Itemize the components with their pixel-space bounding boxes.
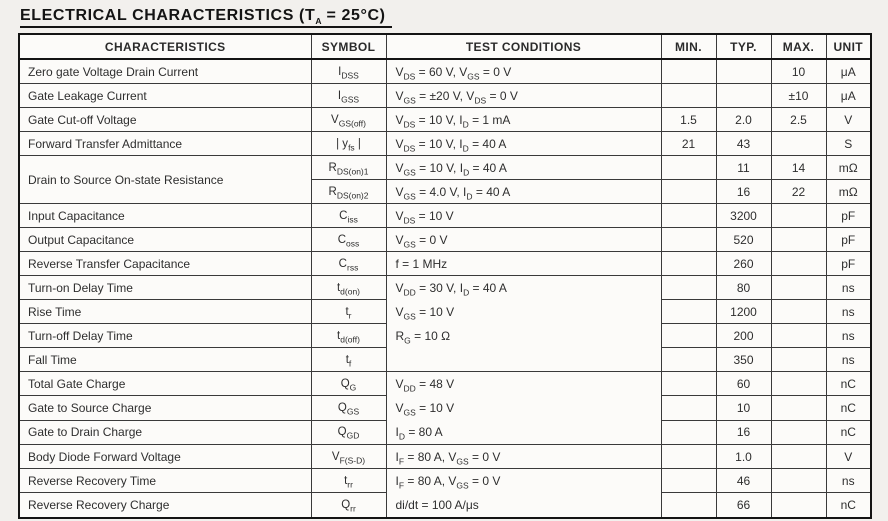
- test-condition-line: $V_{DD} = 48$ V: [395, 377, 455, 394]
- cell-max: [771, 420, 826, 444]
- cell-unit: μA: [826, 59, 871, 84]
- cell-characteristic: Fall Time: [19, 348, 311, 372]
- cell-min: [661, 348, 716, 372]
- cell-symbol: $C_{iss}$: [311, 204, 386, 228]
- col-header-symbol: SYMBOL: [311, 34, 386, 59]
- cell-test-conditions: $V_{DS} = 60$ V, $V_{GS} = 0$ V: [386, 59, 661, 84]
- cell-characteristic: Zero gate Voltage Drain Current: [19, 59, 311, 84]
- table-row-rdson1: [19, 156, 871, 180]
- cell-max: [771, 445, 826, 469]
- cell-max: ±10: [771, 84, 826, 108]
- cell-typ: [716, 59, 771, 84]
- cell-unit: nC: [826, 420, 871, 444]
- table-row-vfsd: [19, 445, 871, 469]
- table-row-igss: [19, 84, 871, 108]
- cell-test-conditions: $V_{DS} = 10$ V: [386, 204, 661, 228]
- cell-characteristic: Gate Leakage Current: [19, 84, 311, 108]
- cell-characteristic: Reverse Recovery Charge: [19, 493, 311, 518]
- cell-max: 14: [771, 156, 826, 180]
- table-row-trr: [19, 469, 871, 493]
- cell-typ: 1200: [716, 300, 771, 324]
- cell-unit: ns: [826, 324, 871, 348]
- col-header-unit: UNIT: [826, 34, 871, 59]
- cell-test-conditions: $V_{DS} = 10$ V, $I_D = 1$ mA: [386, 108, 661, 132]
- table-row-idss: [19, 59, 871, 84]
- cell-characteristic: Body Diode Forward Voltage: [19, 445, 311, 469]
- cell-min: 1.5: [661, 108, 716, 132]
- cell-typ: 520: [716, 228, 771, 252]
- cell-characteristic: Reverse Recovery Time: [19, 469, 311, 493]
- cell-symbol: $Q_{rr}$: [311, 493, 386, 518]
- cell-unit: V: [826, 108, 871, 132]
- cell-symbol: $t_{rr}$: [311, 469, 386, 493]
- cell-unit: nC: [826, 372, 871, 396]
- cell-typ: 60: [716, 372, 771, 396]
- cell-unit: pF: [826, 228, 871, 252]
- col-header-min: MIN.: [661, 34, 716, 59]
- col-header-typ: TYP.: [716, 34, 771, 59]
- cell-min: [661, 324, 716, 348]
- cell-min: 21: [661, 132, 716, 156]
- cell-unit: ns: [826, 276, 871, 300]
- cell-unit: μA: [826, 84, 871, 108]
- table-header-row: [19, 34, 871, 59]
- cell-unit: ns: [826, 300, 871, 324]
- cell-typ: 11: [716, 156, 771, 180]
- cell-max: [771, 300, 826, 324]
- cell-symbol: $I_{DSS}$: [311, 59, 386, 84]
- cell-max: [771, 372, 826, 396]
- cell-typ: 80: [716, 276, 771, 300]
- cell-symbol: | $y_{fs}$ |: [311, 132, 386, 156]
- cell-symbol: $C_{oss}$: [311, 228, 386, 252]
- cell-max: 22: [771, 180, 826, 204]
- cell-unit: nC: [826, 396, 871, 420]
- cell-min: [661, 59, 716, 84]
- cell-min: [661, 300, 716, 324]
- cell-typ: 2.0: [716, 108, 771, 132]
- cell-symbol: $R_{DS(on)1}$: [311, 156, 386, 180]
- cell-max: [771, 324, 826, 348]
- cell-min: [661, 228, 716, 252]
- cell-typ: 1.0: [716, 445, 771, 469]
- cell-max: [771, 348, 826, 372]
- cell-typ: 200: [716, 324, 771, 348]
- cell-max: [771, 396, 826, 420]
- cell-unit: pF: [826, 252, 871, 276]
- cell-symbol: $C_{rss}$: [311, 252, 386, 276]
- cell-symbol: $V_{GS(off)}$: [311, 108, 386, 132]
- cell-test-conditions: $V_{GS} = 4.0$ V, $I_D = 40$ A: [386, 180, 661, 204]
- cell-min: [661, 420, 716, 444]
- col-header-max: MAX.: [771, 34, 826, 59]
- cell-unit: ns: [826, 469, 871, 493]
- cell-unit: mΩ: [826, 180, 871, 204]
- table-row-crss: [19, 252, 871, 276]
- test-condition-line: $R_G = 10$ Ω: [395, 329, 451, 346]
- cell-unit: ns: [826, 348, 871, 372]
- table-row-qg: [19, 372, 871, 396]
- cell-test-conditions: $V_{GS} = 10$ V, $I_D = 40$ A: [386, 156, 661, 180]
- cell-typ: 46: [716, 469, 771, 493]
- test-condition-line: $I_F = 80$ A, $V_{GS} = 0$ V: [395, 474, 501, 491]
- cell-symbol: $t_r$: [311, 300, 386, 324]
- cell-test-conditions-recovery: [386, 469, 661, 519]
- cell-unit: nC: [826, 493, 871, 518]
- cell-symbol: $t_f$: [311, 348, 386, 372]
- cell-characteristic: Input Capacitance: [19, 204, 311, 228]
- cell-symbol: $t_{d(on)}$: [311, 276, 386, 300]
- cell-max: [771, 228, 826, 252]
- cell-min: [661, 204, 716, 228]
- cell-typ: [716, 84, 771, 108]
- cell-min: [661, 276, 716, 300]
- test-condition-line: $V_{GS} = 10$ V: [395, 401, 455, 418]
- cell-typ: 260: [716, 252, 771, 276]
- cell-unit: pF: [826, 204, 871, 228]
- cell-typ: 350: [716, 348, 771, 372]
- cell-symbol: $Q_{GS}$: [311, 396, 386, 420]
- cell-min: [661, 156, 716, 180]
- cell-test-conditions-gate-charge: [386, 372, 661, 445]
- cell-test-conditions: f = 1 MHz: [386, 252, 661, 276]
- cell-max: [771, 204, 826, 228]
- cell-symbol: $V_{F(S-D)}$: [311, 445, 386, 469]
- cell-min: [661, 469, 716, 493]
- cell-typ: 10: [716, 396, 771, 420]
- cell-typ: 66: [716, 493, 771, 518]
- table-row-coss: [19, 228, 871, 252]
- col-header-test-conditions: TEST CONDITIONS: [386, 34, 661, 59]
- page-title: ELECTRICAL CHARACTERISTICS $(T_A = 25^\circ C)$: [20, 7, 392, 28]
- cell-characteristic: Turn-on Delay Time: [19, 276, 311, 300]
- cell-test-conditions: $V_{GS} = \pm 20$ V, $V_{DS} = 0$ V: [386, 84, 661, 108]
- electrical-characteristics-table: [18, 33, 872, 519]
- test-condition-line: di/dt = 100 A/μs: [395, 498, 479, 512]
- cell-typ: 16: [716, 420, 771, 444]
- cell-characteristic: Forward Transfer Admittance: [19, 132, 311, 156]
- cell-test-conditions-switching: [386, 276, 661, 372]
- cell-symbol: $t_{d(off)}$: [311, 324, 386, 348]
- cell-max: [771, 493, 826, 518]
- cell-min: [661, 493, 716, 518]
- cell-characteristic: Gate Cut-off Voltage: [19, 108, 311, 132]
- cell-min: [661, 445, 716, 469]
- cell-characteristic: Gate to Drain Charge: [19, 420, 311, 444]
- test-condition-line: $V_{DD} = 30$ V, $I_D = 40$ A: [395, 281, 507, 298]
- cell-max: [771, 276, 826, 300]
- cell-characteristic: Drain to Source On-state Resistance: [19, 156, 311, 204]
- table-row-vgsoff: [19, 108, 871, 132]
- cell-symbol: $Q_G$: [311, 372, 386, 396]
- cell-characteristic: Output Capacitance: [19, 228, 311, 252]
- cell-min: [661, 84, 716, 108]
- cell-max: [771, 252, 826, 276]
- table-row-ciss: [19, 204, 871, 228]
- table-row-yfs: [19, 132, 871, 156]
- test-condition-line: $I_D = 80$ A: [395, 425, 443, 442]
- cell-unit: S: [826, 132, 871, 156]
- cell-characteristic: Turn-off Delay Time: [19, 324, 311, 348]
- cell-min: [661, 180, 716, 204]
- cell-min: [661, 396, 716, 420]
- cell-min: [661, 372, 716, 396]
- test-condition-line: $V_{GS} = 10$ V: [395, 305, 455, 322]
- cell-characteristic: Gate to Source Charge: [19, 396, 311, 420]
- col-header-characteristics: CHARACTERISTICS: [19, 34, 311, 59]
- cell-max: [771, 469, 826, 493]
- cell-characteristic: Rise Time: [19, 300, 311, 324]
- cell-max: 2.5: [771, 108, 826, 132]
- table-row-tdon: [19, 276, 871, 300]
- cell-test-conditions: $V_{GS} = 0$ V: [386, 228, 661, 252]
- cell-max: [771, 132, 826, 156]
- cell-typ: 3200: [716, 204, 771, 228]
- cell-max: 10: [771, 59, 826, 84]
- cell-test-conditions: $I_F = 80$ A, $V_{GS} = 0$ V: [386, 445, 661, 469]
- cell-typ: 43: [716, 132, 771, 156]
- cell-min: [661, 252, 716, 276]
- cell-characteristic: Total Gate Charge: [19, 372, 311, 396]
- cell-unit: V: [826, 445, 871, 469]
- cell-unit: mΩ: [826, 156, 871, 180]
- cell-symbol: $I_{GSS}$: [311, 84, 386, 108]
- cell-symbol: $R_{DS(on)2}$: [311, 180, 386, 204]
- cell-test-conditions: $V_{DS} = 10$ V, $I_D = 40$ A: [386, 132, 661, 156]
- cell-characteristic: Reverse Transfer Capacitance: [19, 252, 311, 276]
- cell-typ: 16: [716, 180, 771, 204]
- cell-symbol: $Q_{GD}$: [311, 420, 386, 444]
